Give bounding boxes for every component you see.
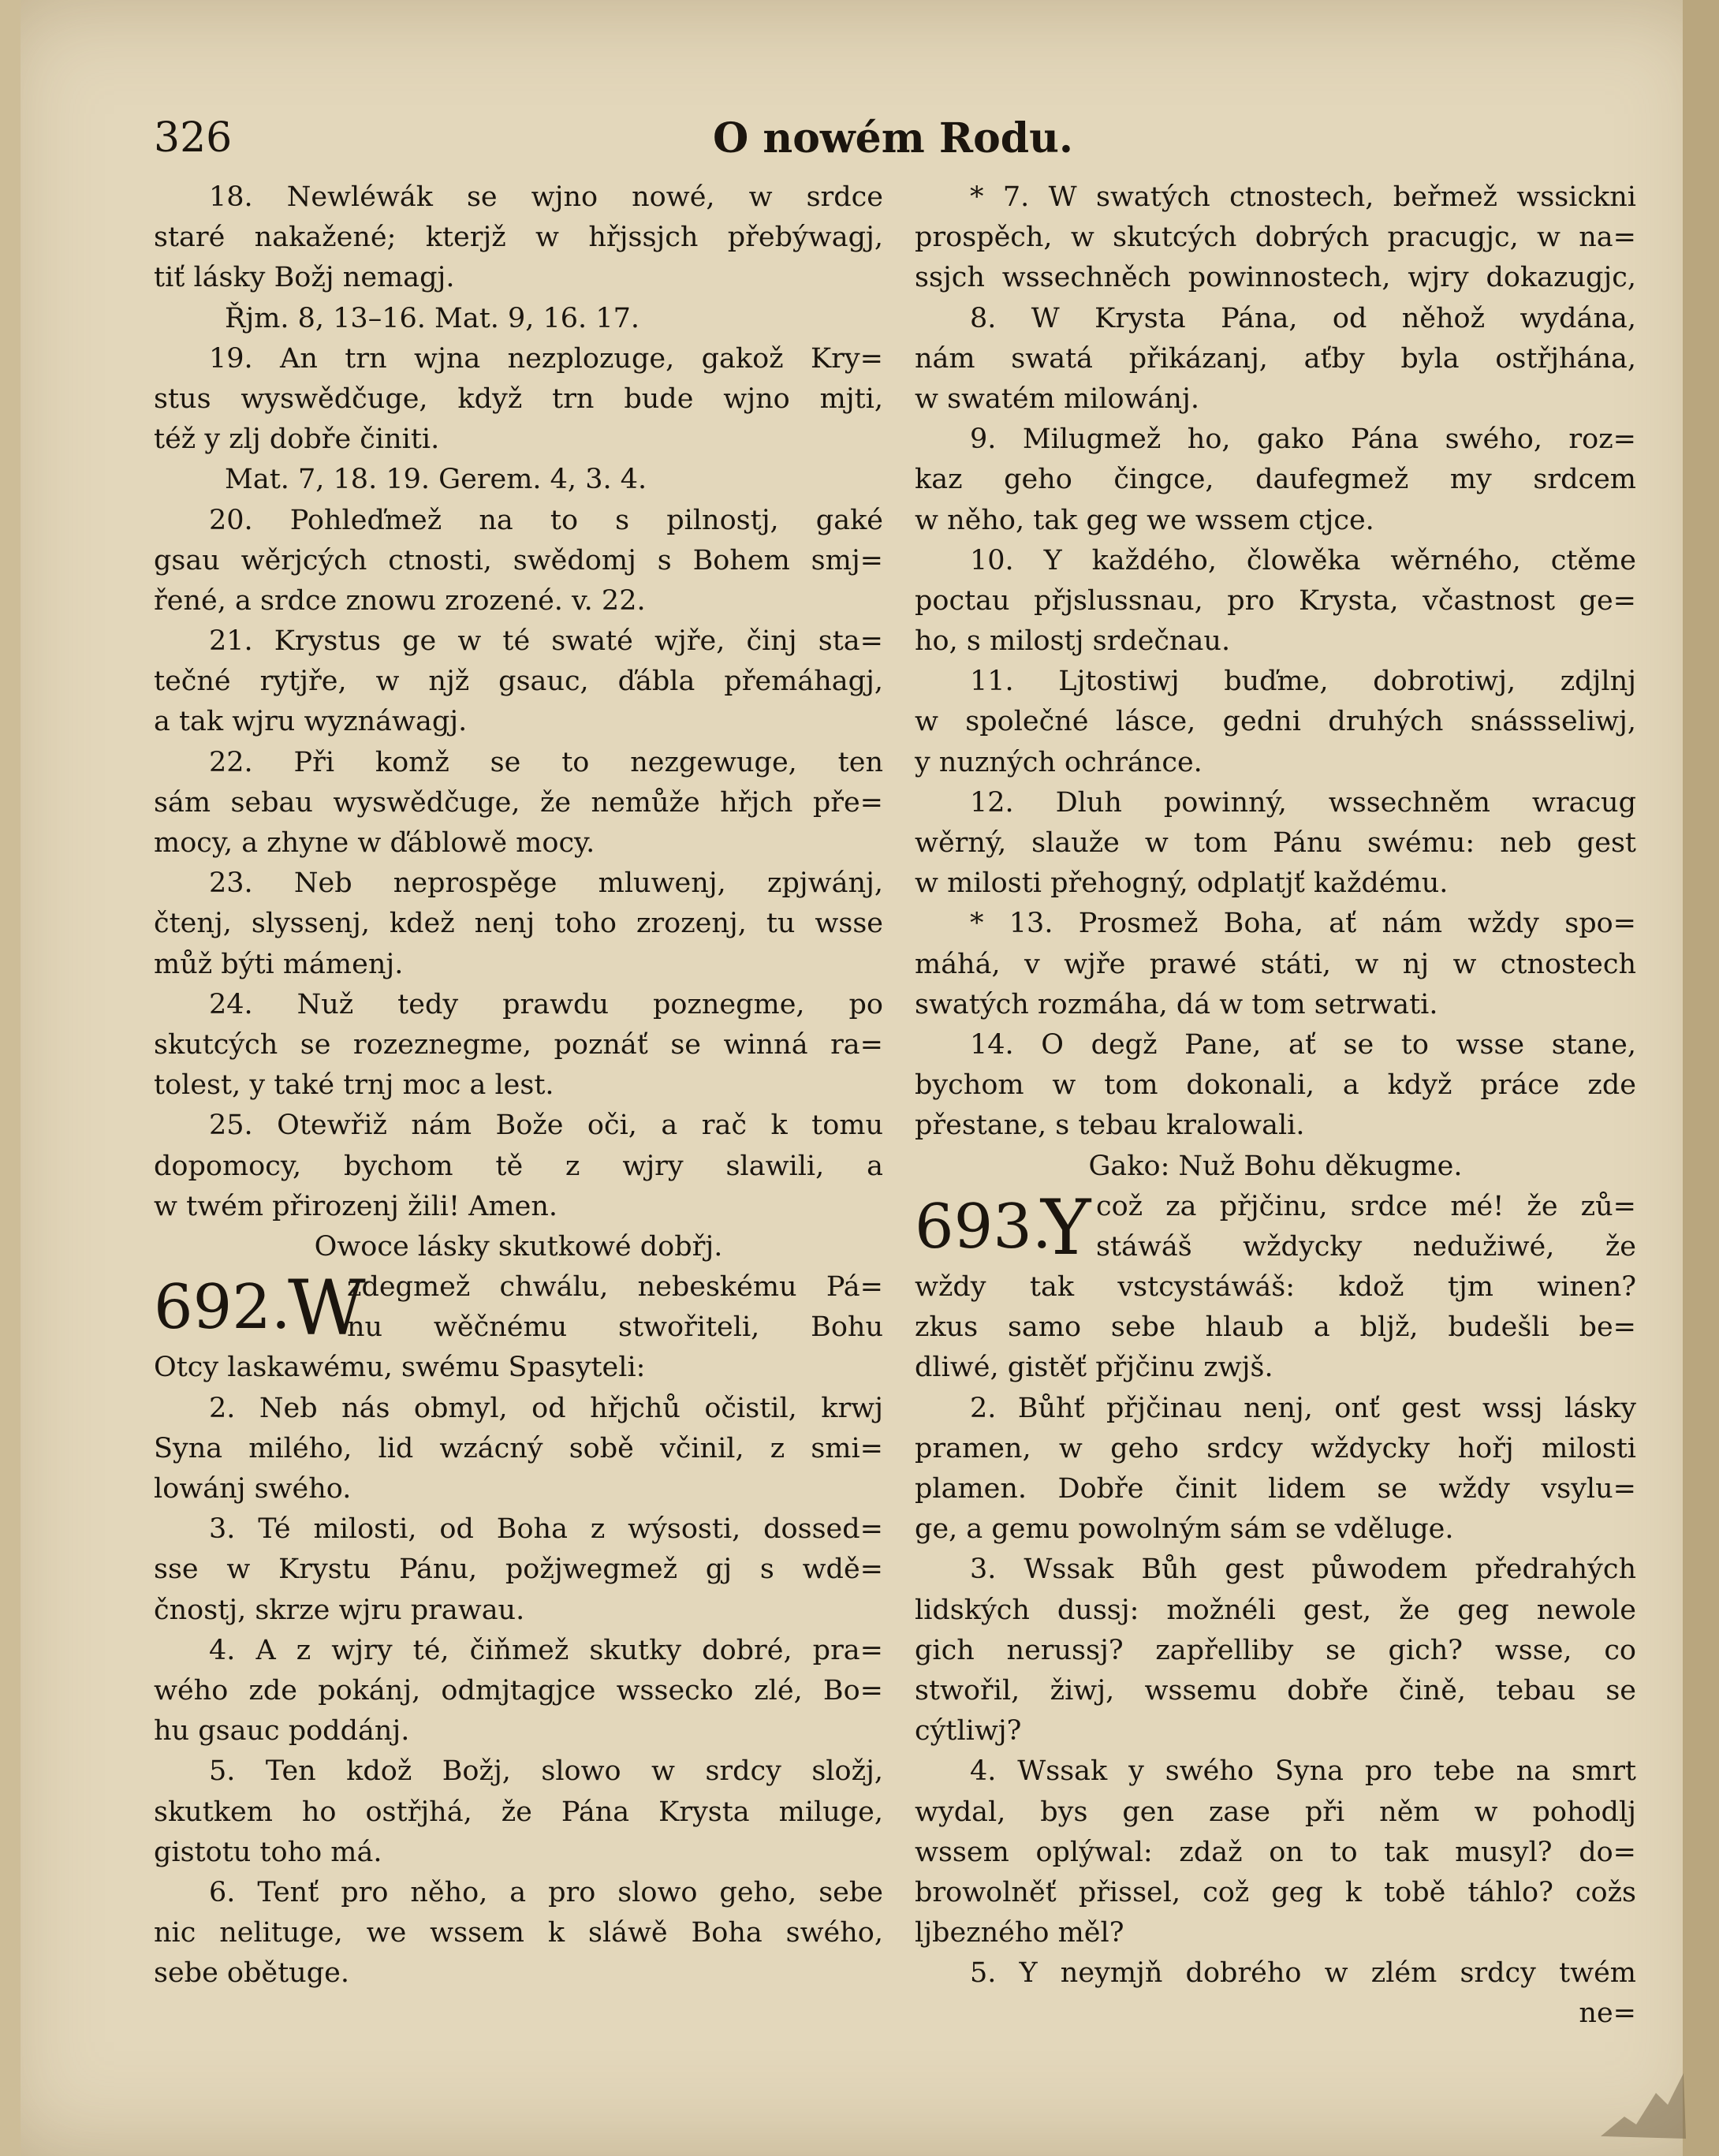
page-header <box>154 114 1632 177</box>
text-line: nic nelituge, we wssem k sláwě Boha swého, <box>154 1917 883 1949</box>
text-line: máhá, v wjře prawé státi, w nj w ctnostech <box>915 948 1636 980</box>
text-line: tiť lásky Božj nemagj. <box>154 262 455 294</box>
text-line: 3. Té milosti, od Boha z wýsosti, dossed= <box>209 1513 883 1546</box>
text-line: čtenj, slyssenj, kdež nenj toho zrozenj, tu wsse <box>154 908 883 940</box>
page-left-edge <box>0 0 21 2156</box>
text-line: též y zlj dobře činiti. <box>154 423 440 456</box>
text-line: dliwé, gistěť přjčinu zwjš. <box>915 1352 1273 1384</box>
catchword: ne= <box>1579 1997 1636 2030</box>
text-line: Syna milého, lid wzácný sobě včinil, z smi= <box>154 1432 883 1464</box>
text-line: sebe obětuge. <box>154 1957 349 1990</box>
text-line: zdegmež chwálu, nebeskému Pá= <box>347 1271 883 1304</box>
text-line: stus wyswědčuge, když trn bude wjno mjti, <box>154 382 883 415</box>
text-line: a tak wjru wyznáwagj. <box>154 706 468 738</box>
text-line: gistotu toho má. <box>154 1836 382 1868</box>
text-line: * 13. Prosmež Boha, ať nám wždy spo= <box>970 908 1636 940</box>
text-line: dopomocy, bychom tě z wjry slawili, a <box>154 1150 883 1182</box>
text-line: 20. Pohleďmež na to s pilnostj, gaké <box>209 504 883 536</box>
hymn-692-opening <box>154 1264 883 1353</box>
text-line: 6. Tenť pro něho, a pro slowo geho, sebe <box>209 1876 883 1908</box>
text-line: ljbezného měl? <box>915 1917 1124 1949</box>
text-line: skutcých se rozeznegme, poznáť se winná ra= <box>154 1028 883 1061</box>
right-column <box>915 177 1636 2035</box>
section-subtitle: Gako: Nuž Bohu děkugme. <box>1088 1150 1463 1182</box>
text-line: wždy tak vstcystáwáš: kdož tjm winen? <box>915 1271 1636 1304</box>
text-line: což za přjčinu, srdce mé! že zů= <box>1096 1190 1636 1222</box>
text-line: 18. Newléwák se wjno nowé, w srdce <box>209 181 883 213</box>
text-line: přestane, s tebau kralowali. <box>915 1110 1305 1142</box>
text-line: 22. Při komž se to nezgewuge, ten <box>209 746 883 778</box>
text-line: můž býti mámenj. <box>154 948 404 980</box>
text-line: Otcy laskawému, swému Spasyteli: <box>154 1352 646 1384</box>
text-line: wěrný, slauže w tom Pánu swému: neb gest <box>915 827 1636 859</box>
text-line: swatých rozmáha, dá w tom setrwati. <box>915 988 1438 1020</box>
text-line: řené, a srdce znowu zrozené. v. 22. <box>154 584 646 617</box>
text-line: 24. Nuž tedy prawdu poznegme, po <box>209 988 883 1020</box>
text-line: 3. Wssak Bůh gest půwodem předrahých <box>970 1554 1636 1586</box>
text-line: y nuzných ochránce. <box>915 746 1203 778</box>
text-line: gich nerussj? zapřelliby se gich? wsse, co <box>915 1634 1636 1666</box>
text-line: browolněť přissel, což geg k tobě táhlo? cožs <box>915 1876 1636 1908</box>
text-line: sse w Krystu Pánu, požjwegmež gj s wdě= <box>154 1554 883 1586</box>
text-line: 19. An trn wjna nezplozuge, gakož Kry= <box>209 342 883 375</box>
text-line: čnostj, skrze wjru prawau. <box>154 1594 525 1626</box>
paper-tear-mark <box>1593 2069 1687 2140</box>
text-line: nám swatá přikázanj, aťby byla ostřjhána, <box>915 342 1636 375</box>
scripture-reference: Mat. 7, 18. 19. Gerem. 4, 3. 4. <box>225 464 647 496</box>
text-line: 10. Y každého, člowěka wěrného, ctěme <box>970 544 1636 576</box>
text-line: lowánj swého. <box>154 1473 352 1505</box>
text-line: stáwáš wždycky nedužiwé, že <box>1096 1230 1636 1263</box>
drop-cap: W <box>288 1264 366 1353</box>
text-line: * 7. W swatých ctnostech, beřmež wssickni <box>970 181 1636 213</box>
text-line: stwořil, žiwj, wssemu dobře čině, tebau se <box>915 1674 1636 1707</box>
text-line: w společné lásce, gedni druhých snássseliwj, <box>915 706 1636 738</box>
text-line: cýtliwj? <box>915 1715 1022 1748</box>
text-line: 14. O degž Pane, ať se to wsse stane, <box>970 1028 1636 1061</box>
text-line: poctau přjslussnau, pro Krysta, včastnost ge= <box>915 584 1636 617</box>
text-line: hu gsauc poddánj. <box>154 1715 410 1748</box>
text-line: wssem oplýwal: zdaž on to tak musyl? do= <box>915 1836 1636 1868</box>
running-title: O nowém Rodu. <box>712 114 1074 162</box>
text-line: w swatém milowánj. <box>915 382 1199 415</box>
text-line: 4. A z wjry té, čiňmež skutky dobré, pra= <box>209 1634 883 1666</box>
drop-cap: Y <box>1041 1183 1091 1272</box>
scripture-reference: Řjm. 8, 13–16. Mat. 9, 16. 17. <box>225 302 639 334</box>
text-line: lidských dussj: možnéli gest, že geg newole <box>915 1594 1636 1626</box>
text-line: plamen. Dobře činit lidem se wždy vsylu= <box>915 1473 1636 1505</box>
text-line: skutkem ho ostřjhá, že Pána Krysta miluge, <box>154 1796 883 1828</box>
section-subtitle: Owoce lásky skutkowé dobřj. <box>314 1230 723 1263</box>
text-line: 11. Ljtostiwj buďme, dobrotiwj, zdjlnj <box>970 666 1636 698</box>
text-line: wydal, bys gen zase při něm w pohodlj <box>915 1796 1636 1828</box>
text-line: nu wěčnému stwořiteli, Bohu <box>347 1311 883 1344</box>
page-right-edge <box>1683 0 1719 2156</box>
text-line: gsau wěrjcých ctnosti, swědomj s Bohem smj= <box>154 544 883 576</box>
text-line: ge, a gemu powolným sám se vděluge. <box>915 1513 1454 1546</box>
text-line: ho, s milostj srdečnau. <box>915 625 1231 658</box>
text-line: 8. W Krysta Pána, od něhož wydána, <box>970 302 1636 334</box>
text-line: sám sebau wyswědčuge, že nemůže hřjch pře= <box>154 786 883 819</box>
page-number: 326 <box>154 114 233 162</box>
hymn-number: 692. <box>154 1272 291 1344</box>
hymn-693-opening <box>915 1183 1636 1272</box>
text-line: prospěch, w skutcých dobrých pracugjc, w na= <box>915 222 1636 254</box>
text-line: wého zde pokánj, odmjtagjce wssecko zlé, Bo= <box>154 1674 883 1707</box>
text-line: kaz geho čingce, daufegmež my srdcem <box>915 464 1636 496</box>
text-line: bychom w tom dokonali, a když práce zde <box>915 1069 1636 1102</box>
text-line: 5. Y neymjň dobrého w zlém srdcy twém <box>970 1957 1636 1990</box>
text-line: 25. Otewřiž nám Bože oči, a rač k tomu <box>209 1110 883 1142</box>
text-line: 12. Dluh powinný, wssechněm wracug <box>970 786 1636 819</box>
text-line: staré nakažené; kterjž w hřjssjch přebýwagj, <box>154 222 883 254</box>
text-line: 23. Neb neprospěge mluwenj, zpjwánj, <box>209 867 883 900</box>
text-line: 2. Bůhť přjčinau nenj, onť gest wssj lásky <box>970 1392 1636 1424</box>
text-line: w něho, tak geg we wssem ctjce. <box>915 504 1374 536</box>
hymn-number: 693. <box>915 1191 1052 1263</box>
text-line: w twém přirozenj žili! Amen. <box>154 1190 557 1222</box>
text-line: zkus samo sebe hlaub a bljž, budešli be= <box>915 1311 1636 1344</box>
text-line: w milosti přehogný, odplatjť každému. <box>915 867 1449 900</box>
text-line: 4. Wssak y swého Syna pro tebe na smrt <box>970 1755 1636 1788</box>
text-line: pramen, w geho srdcy wždycky hořj milosti <box>915 1432 1636 1464</box>
text-line: mocy, a zhyne w ďáblowě mocy. <box>154 827 595 859</box>
text-line: tolest, y také trnj moc a lest. <box>154 1069 554 1102</box>
text-line: 9. Milugmež ho, gako Pána swého, roz= <box>970 423 1636 456</box>
text-line: 21. Krystus ge w té swaté wjře, činj sta= <box>209 625 883 658</box>
text-line: 5. Ten kdož Božj, slowo w srdcy složj, <box>209 1755 883 1788</box>
text-line: 2. Neb nás obmyl, od hřjchů očistil, krwj <box>209 1392 883 1424</box>
text-line: tečné rytjře, w njž gsauc, ďábla přemáhagj, <box>154 666 883 698</box>
text-line: ssjch wssechněch powinnostech, wjry dokazugjc, <box>915 262 1636 294</box>
left-column <box>154 177 883 1994</box>
